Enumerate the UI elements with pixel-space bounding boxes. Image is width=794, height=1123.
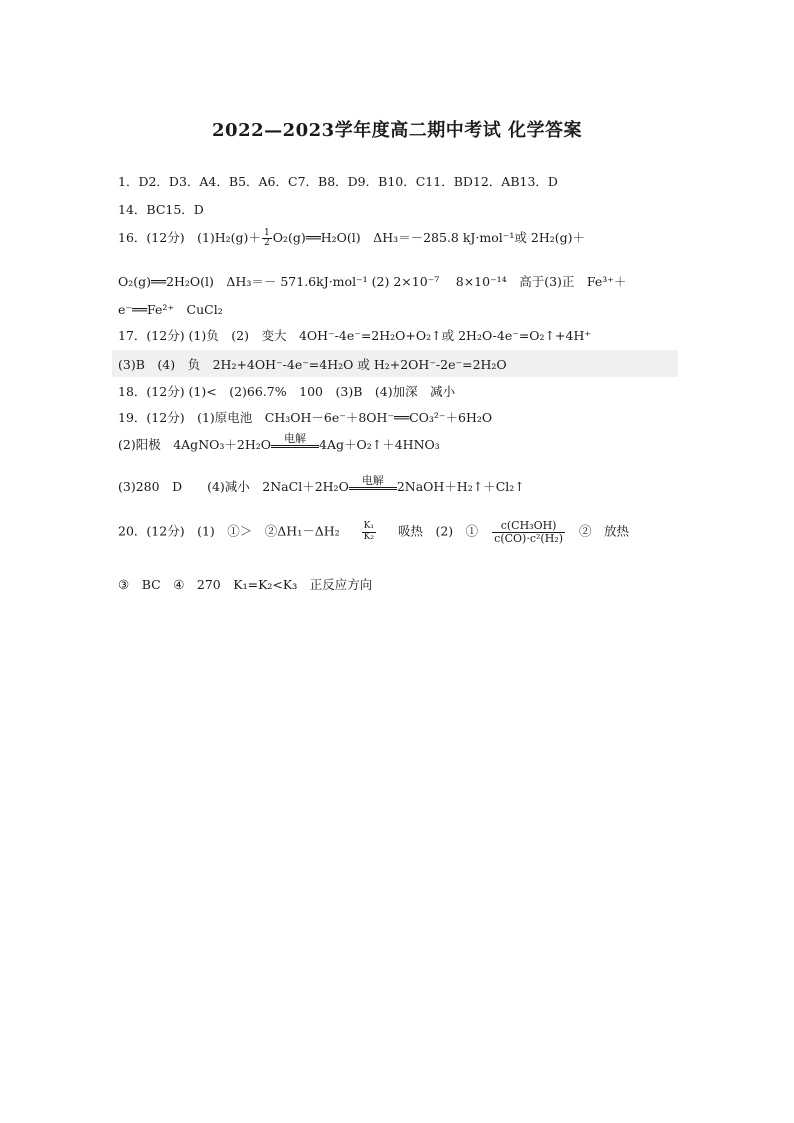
q16-line-1-part-a: 16．(12分) (1)H₂(g)＋ <box>118 230 261 245</box>
q19-line-3-part-b: 2NaOH＋H₂↑＋Cl₂↑ <box>396 479 525 494</box>
electrolysis-label-1: 电解 <box>284 432 306 445</box>
q16-line-2: O₂(g)══2H₂O(l) ΔH₃＝－ 571.6kJ·mol⁻¹ (2) 2×10⁻⁷ 8×10⁻¹⁴ 高于(3)正 Fe³⁺＋ <box>118 274 627 289</box>
equilibrium-numerator: c(CH₃OH) <box>492 520 565 533</box>
q17-line-2: (3)B (4) 负 2H₂+4OH⁻-4e⁻=4H₂O 或 H₂+2OH⁻-2e⁻=2H₂O <box>118 357 507 372</box>
electrolysis-arrow-2 <box>349 475 397 495</box>
q16-line-1-part-b: O₂(g)══H₂O(l) ΔH₃＝－285.8 kJ·mol⁻¹或 2H₂(g)＋ <box>272 230 585 245</box>
q20-line-1 <box>118 520 629 544</box>
k-ratio-denominator: K₂ <box>363 531 374 542</box>
mc-answers-line-2: 14．BC15．D <box>118 202 204 217</box>
k-ratio-fraction <box>362 522 376 542</box>
q18-line-1: 18．(12分) (1)< (2)66.7% 100 (3)B (4)加深 减小 <box>118 384 456 399</box>
q19-line-3-part-a: (3)280 D (4)减小 2NaCl＋2H₂O <box>118 479 349 494</box>
k-ratio-numerator: K₁ <box>363 521 374 532</box>
q20-line-1-part-b: 吸热 (2) ① <box>397 523 479 539</box>
double-bar-1 <box>271 445 319 448</box>
double-bar-2 <box>349 487 397 490</box>
equilibrium-constant-fraction <box>492 520 565 544</box>
equilibrium-denominator: c(CO)·c²(H₂) <box>494 531 564 545</box>
q17-line-1: 17．(12分) (1)负 (2) 变大 4OH⁻-4e⁻=2H₂O+O₂↑或 2H₂O-4e⁻=O₂↑+4H⁺ <box>118 328 591 343</box>
q20-line-1-part-a: 20．(12分) (1) ①＞ ②ΔH₁－ΔH₂ <box>118 523 340 539</box>
q20-line-1-part-c: ② 放热 <box>579 523 630 539</box>
q19-line-2 <box>118 433 440 453</box>
half-fraction-numerator: 1 <box>263 227 270 238</box>
q16-line-3: e⁻══Fe²⁺ CuCl₂ <box>118 302 223 317</box>
q19-line-1: 19．(12分) (1)原电池 CH₃OH－6e⁻＋8OH⁻══CO₃²⁻＋6H₂O <box>118 410 493 425</box>
electrolysis-arrow-1 <box>271 433 319 453</box>
page-title: 2022—2023学年度高二期中考试 化学答案 <box>212 120 582 141</box>
q19-line-2-part-b: 4Ag＋O₂↑＋4HNO₃ <box>319 437 440 452</box>
q16-line-1 <box>118 228 585 248</box>
mc-answers-line-1: 1．D2．D3．A4．B5．A6．C7．B8．D9．B10．C11．BD12．AB13．D <box>118 174 558 189</box>
half-fraction-denominator: 2 <box>263 238 270 248</box>
q19-line-2-part-a: (2)阳极 4AgNO₃＋2H₂O <box>118 437 271 452</box>
q20-line-2: ③ BC ④ 270 K₁=K₂<K₃ 正反应方向 <box>118 577 373 592</box>
q19-line-3 <box>118 475 525 495</box>
electrolysis-label-2: 电解 <box>361 474 384 487</box>
half-fraction <box>262 229 272 249</box>
